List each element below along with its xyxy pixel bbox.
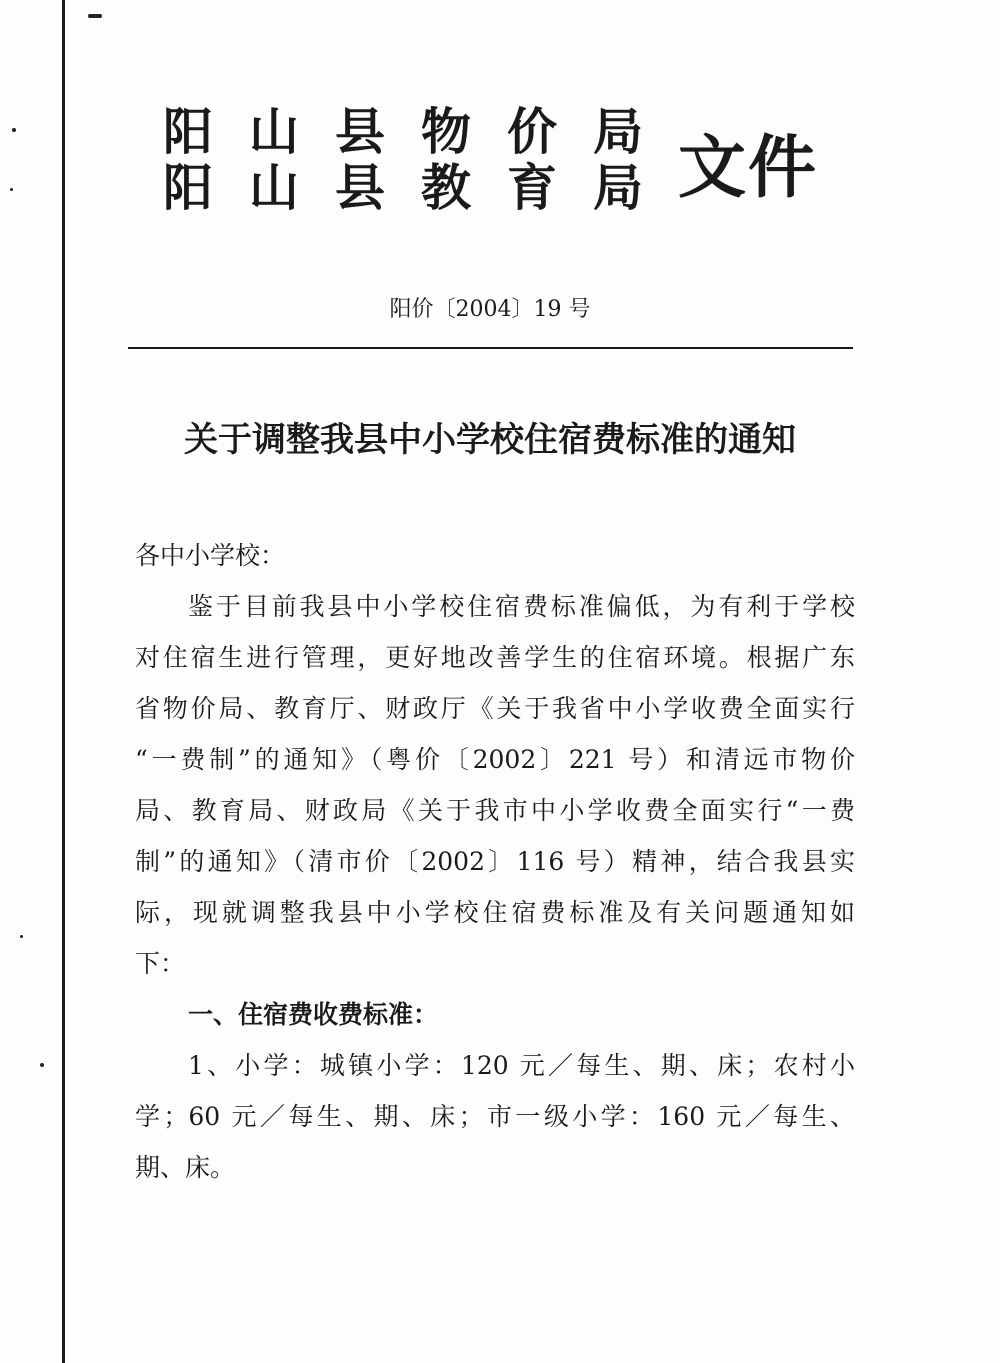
paragraph-line: 局、教育局、财政局《关于我市中小学收费全面实行“一费 [135,796,855,825]
issuer-price-bureau: 阳 山 县 物 价 局 [163,102,643,161]
document-header [163,92,843,217]
paragraph-line: 鉴于目前我县中小学校住宿费标准偏低，为有利于学校 [188,592,855,621]
scan-artifact [20,935,23,938]
item-line: 学；60 元／每生、期、床；市一级小学：160 元／每生、 [135,1102,855,1131]
section-heading: 一、住宿费收费标准： [188,1000,439,1029]
document-body [135,530,855,1193]
header-divider [128,347,853,349]
scan-artifact [12,128,16,132]
item-line: 期、床。 [135,1153,236,1182]
scan-artifact [10,188,13,191]
salutation: 各中小学校： [135,541,286,570]
doc-type-label: 文件 [678,128,819,208]
paragraph-line: 对住宿生进行管理，更好地改善学生的住宿环境。根据广东 [135,643,855,672]
paragraph-line: 制”的通知》（清市价〔2002〕116 号）精神，结合我县实 [135,847,855,876]
document-number: 阳价〔2004〕19 号 [389,297,591,322]
paragraph-line: 际，现就调整我县中小学校住宿费标准及有关问题通知如 [135,898,855,927]
item-line: 1、小学：城镇小学：120 元／每生、期、床；农村小 [188,1051,855,1080]
paragraph-line: 省物价局、教育厅、财政厅《关于我省中小学收费全面实行 [135,694,855,723]
binding-margin-line [62,0,65,1363]
scan-artifact [40,1063,44,1067]
paragraph-line: 下： [135,949,186,978]
scan-artifact [88,14,102,18]
document-title: 关于调整我县中小学校住宿费标准的通知 [184,420,796,460]
paragraph-line: “一费制”的通知》（粤价〔2002〕221 号）和清远市物价 [135,745,855,774]
issuer-education-bureau: 阳 山 县 教 育 局 [163,158,643,217]
